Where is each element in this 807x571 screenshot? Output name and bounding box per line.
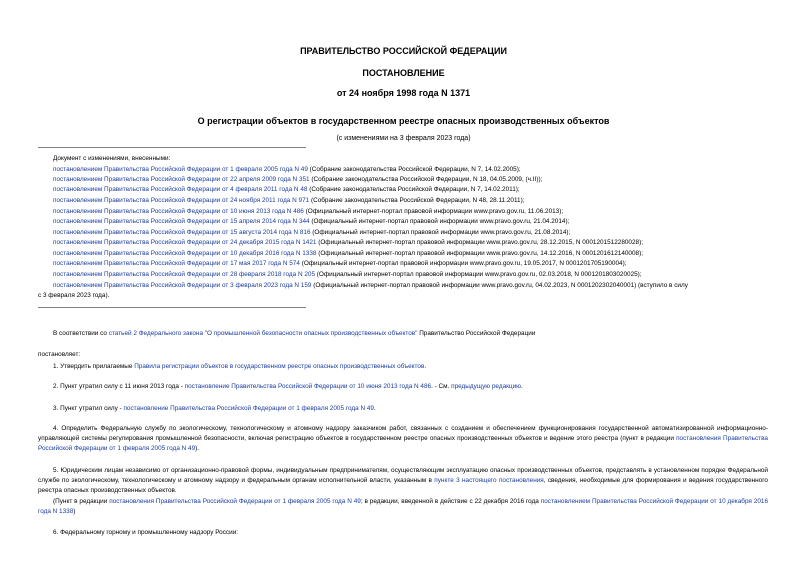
amendment-item: постановлением Правительства Российской Федерации от 3 февраля 2023 года N 159 (Официальный интернет-портал правовой информации www.pravo.gov.ru, 04.02.2023, N 0001202302040001) (вступило в силу (53, 282, 688, 289)
decrees-word: постановляет: (38, 351, 81, 358)
amendment-link[interactable]: постановлением Правительства Российской Федерации от 15 апреля 2014 года N 344 (53, 218, 310, 225)
rules-link[interactable]: Правила регистрации объектов в государственном реестре опасных производственных объектов (134, 363, 425, 370)
decree-link[interactable]: постановление Правительства Российской Федерации от 10 июня 2013 года N 486 (184, 383, 432, 390)
amendment-link[interactable]: постановлением Правительства Российской Федерации от 10 декабря 2016 года N 1338 (53, 250, 317, 257)
law-link[interactable]: статьей 2 Федерального закона "О промышленной безопасности опасных производственных объектов" (108, 330, 418, 337)
amendment-link[interactable]: постановлением Правительства Российской Федерации от 28 февраля 2018 года N 205 (53, 271, 316, 278)
paragraph-1: 1. Утвердить прилагаемые Правила регистрации объектов в государственном реестре опасных производственных объектов. (53, 363, 427, 370)
revision-note: (с изменениями на 3 февраля 2023 года) (336, 135, 471, 142)
previous-revision-link[interactable]: предыдущую редакцию (451, 383, 521, 390)
amendment-link[interactable]: постановлением Правительства Российской Федерации от 17 мая 2017 года N 574 (53, 260, 300, 267)
divider-top (38, 147, 306, 148)
preamble: В соответствии со статьей 2 Федерального закона "О промышленной безопасности опасных производственных объектов" Правительство Российской Федерации (53, 330, 536, 337)
document-title: О регистрации объектов в государственном реестре опасных производственных объектов (197, 116, 610, 126)
document-date: от 24 ноября 1998 года N 1371 (336, 88, 471, 98)
paragraph-2: 2. Пункт утратил силу с 11 июня 2013 года - постановление Правительства Российской Федерации от 10 июня 2013 года N 486. - См. предыдущую редакцию. (53, 383, 523, 390)
amendment-link[interactable]: постановлением Правительства Российской Федерации от 1 февраля 2005 года N 49 (53, 166, 308, 173)
amendment-item: постановлением Правительства Российской Федерации от 15 апреля 2014 года N 344 (Официальный интернет-портал правовой информации www.pravo.gov.ru, 21.04.2014); (53, 218, 570, 225)
amendment-link[interactable]: постановлением Правительства Российской Федерации от 3 февраля 2023 года N 159 (53, 282, 312, 289)
document-type: ПОСТАНОВЛЕНИЕ (362, 68, 445, 78)
paragraph-3: 3. Пункт утратил силу - постановление Правительства Российской Федерации от 1 февраля 2005 года N 49. (53, 405, 376, 412)
amendment-item: постановлением Правительства Российской Федерации от 15 августа 2014 года N 816 (Официальный интернет-портал правовой информации www.pravo.gov.ru, 21.08.2014); (53, 229, 571, 236)
paragraph-6: 6. Федеральному горному и промышленному надзору России: (53, 529, 239, 536)
amendments-intro: Документ с изменениями, внесенными: (53, 155, 171, 162)
amendment-item: постановлением Правительства Российской Федерации от 17 мая 2017 года N 574 (Официальный интернет-портал правовой информации www.pravo.gov.ru, 19.05.2017, N 0001201705190004); (53, 260, 627, 267)
decree-link[interactable]: постановление Правительства Российской Федерации от 1 февраля 2005 года N 49 (123, 405, 374, 412)
amendment-item: постановлением Правительства Российской Федерации от 1 февраля 2005 года N 49 (Собрание законодательства Российской Федерации, N 7, 14.02.2005); (53, 166, 521, 173)
decree-link[interactable]: постановления Правительства Российской Федерации от 1 февраля 2005 года N 49 (38, 435, 768, 452)
amendment-link[interactable]: постановлением Правительства Российской Федерации от 22 апреля 2009 года N 351 (53, 176, 310, 183)
decree-link[interactable]: постановления Правительства Российской Федерации от 1 февраля 2005 года N 49 (109, 498, 361, 505)
amendment-item: постановлением Правительства Российской Федерации от 28 февраля 2018 года N 205 (Официальный интернет-портал правовой информации www.pravo.gov.ru, 02.03.2018, N 0001201803020025); (53, 271, 642, 278)
decree-link[interactable]: постановлением Правительства Российской Федерации от 10 декабря 2016 года N 1338 (38, 498, 769, 515)
paragraph-5-note: (Пункт в редакции постановления Правительства Российской Федерации от 1 февраля 2005 года N 49; в редакции, введенной в действие с 22 декабря 2016 года постановлением Правительства Российской Федерации от 10 декабря 2016 года N 1338) (38, 498, 769, 515)
amendment-link[interactable]: постановлением Правительства Российской Федерации от 10 июня 2013 года N 486 (53, 208, 304, 215)
paragraph-5: 5. Юридическим лицам независимо от организационно-правовой формы, индивидуальным предпринимателям, осуществляющим эксплуатацию опасных производственных объектов, представлять в установленном порядке Федеральной службе по экологическому, технологическому и атомному надзору и федеральным органам исполнительной власти, указанным в пункте 3 настоящего постановления, сведения, необходимые для формирования и ведения государственного реестра опасных производственных объектов. (38, 467, 768, 494)
amendment-item: постановлением Правительства Российской Федерации от 24 ноября 2011 года N 971 (Собрание законодательства Российской Федерации, N 48, 28.11.2011); (53, 197, 525, 204)
paragraph-3-link[interactable]: пункте 3 настоящего постановления (434, 477, 544, 484)
amendment-item: постановлением Правительства Российской Федерации от 22 апреля 2009 года N 351 (Собрание законодательства Российской Федерации, N 18, 04.05.2009, (ч.II)); (53, 176, 543, 183)
government-heading: ПРАВИТЕЛЬСТВО РОССИЙСКОЙ ФЕДЕРАЦИИ (300, 46, 507, 56)
paragraph-4: 4. Определить Федеральную службу по экологическому, технологическому и атомному надзору заказчиком работ, связанных с созданием и обеспечением функционирования государственной автоматизированной информационно-управляющей системы регулирования промышленной безопасности, включая регистрацию объектов в государственном реестре опасных производственных объектов и ведение этого реестра (пункт в редакции постановления Правительства Российской Федерации от 1 февраля 2005 года N 49). (38, 425, 768, 452)
amendment-link[interactable]: постановлением Правительства Российской Федерации от 24 декабря 2015 года N 1421 (53, 239, 317, 246)
amendment-link[interactable]: постановлением Правительства Российской Федерации от 15 августа 2014 года N 816 (53, 229, 311, 236)
amendment-item: постановлением Правительства Российской Федерации от 24 декабря 2015 года N 1421 (Официальный интернет-портал правовой информации www.pravo.gov.ru, 28.12.2015, N 0001201512280028); (53, 239, 644, 246)
amendment-link[interactable]: постановлением Правительства Российской Федерации от 24 ноября 2011 года N 971 (53, 197, 310, 204)
amendment-continuation: с 3 февраля 2023 года). (38, 292, 110, 299)
amendment-item: постановлением Правительства Российской Федерации от 10 июня 2013 года N 486 (Официальный интернет-портал правовой информации www.pravo.gov.ru, 11.06.2013); (53, 208, 564, 215)
amendment-link[interactable]: постановлением Правительства Российской Федерации от 4 февраля 2011 года N 48 (53, 186, 308, 193)
amendment-item: постановлением Правительства Российской Федерации от 4 февраля 2011 года N 48 (Собрание законодательства Российской Федерации, N 7, 14.02.2011); (53, 186, 520, 193)
amendment-item: постановлением Правительства Российской Федерации от 10 декабря 2016 года N 1338 (Официальный интернет-портал правовой информации www.pravo.gov.ru, 14.12.2016, N 0001201612140008); (53, 250, 644, 257)
divider-bottom (38, 307, 306, 308)
